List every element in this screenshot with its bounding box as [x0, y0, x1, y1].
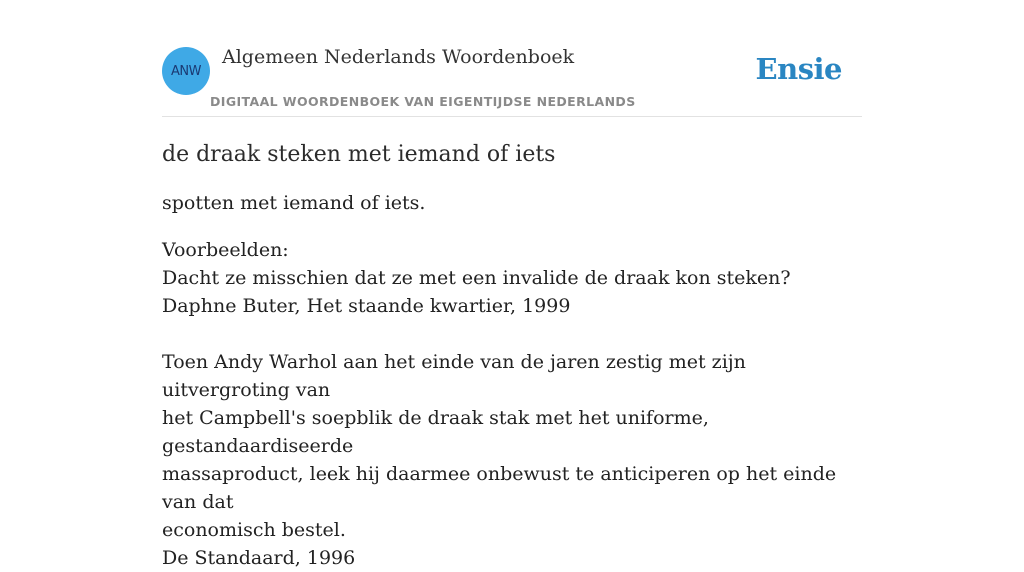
example-spacer	[162, 320, 862, 348]
examples-section	[162, 236, 862, 572]
site-title[interactable]: Algemeen Nederlands Woordenboek	[222, 46, 575, 68]
example-quote: Dacht ze misschien dat ze met een invalide de draak kon steken?	[162, 267, 791, 289]
site-header	[162, 0, 862, 117]
example-quote-line: massaproduct, leek hij daarmee onbewust te anticiperen op het einde van dat	[162, 463, 837, 513]
example-quote-line: economisch bestel.	[162, 519, 346, 541]
example-source: Daphne Buter, Het staande kwartier, 1999	[162, 295, 571, 317]
entry-term: de draak steken met iemand of iets	[162, 142, 556, 167]
example-quote-line: Toen Andy Warhol aan het einde van de jaren zestig met zijn uitvergroting van	[162, 351, 746, 401]
example-source: De Standaard, 1996	[162, 547, 356, 569]
example-quote-line: het Campbell's soepblik de draak stak met het uniforme, gestandaardiseerde	[162, 407, 709, 457]
site-subtitle: DIGITAAL WOORDENBOEK VAN EIGENTIJDSE NEDERLANDS	[210, 94, 636, 109]
logo-text: ANW	[171, 63, 201, 79]
ensie-brand-logo[interactable]: Ensie	[755, 52, 842, 86]
entry-definition: spotten met iemand of iets.	[162, 192, 426, 214]
entry-content	[162, 140, 862, 572]
anw-logo[interactable]	[162, 47, 210, 95]
examples-label: Voorbeelden:	[162, 239, 289, 261]
